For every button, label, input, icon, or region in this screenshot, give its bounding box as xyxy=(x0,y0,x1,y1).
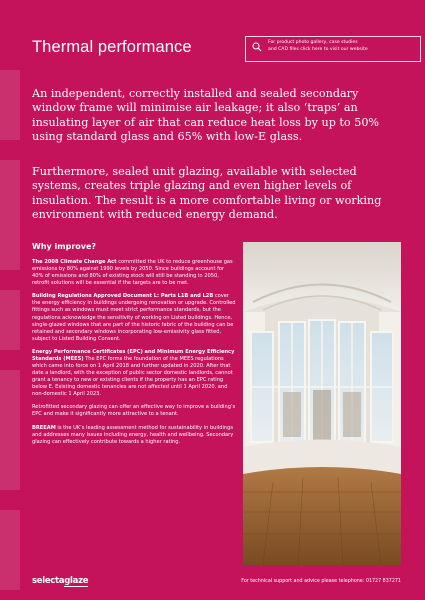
background-watermark xyxy=(0,70,26,590)
support-telephone: For technical support and advice please telephone: 01727 837271 xyxy=(241,579,401,584)
paragraph-text: Retrofitted secondary glazing can offer an effective way to improve a building’s EPC and make it significantly more attractive to a tenant. xyxy=(32,404,236,418)
company-logo xyxy=(32,576,88,586)
breeam-paragraph xyxy=(32,425,237,446)
page-header xyxy=(32,36,402,66)
magnifier-icon xyxy=(252,42,262,52)
intro-paragraph-2: Furthermore, sealed unit glazing, available with selected systems, creates triple glazing and even higher levels of insulation. The result is a more comfortable living or working environment with reduced energy demand. xyxy=(32,165,382,222)
paragraph-text: committed the UK to reduce greenhouse gas emissions by 80% against 1990 levels by 2050. Since buildings account for 40% of emissions and 80% of existing stock will still be standing in 2050, retrofit solutions will be essential if the targets are to be met. xyxy=(32,259,233,287)
why-improve-body xyxy=(32,259,237,452)
paragraph-lead: BREEAM xyxy=(32,424,56,431)
intro-paragraph-1: An independent, correctly installed and sealed secondary window frame will minimise air leakage; it also ‘traps’ an insulating layer of air that can reduce heat loss by up to 50% using standard glass and 65% with low-E glass. xyxy=(32,87,380,144)
promo-line-1: For product photo gallery, case studies xyxy=(268,40,358,45)
logo-word-b: glaze xyxy=(64,576,89,586)
section-heading: Why improve? xyxy=(32,242,97,251)
bay-window-photo xyxy=(243,242,401,565)
promo-line-2: and CAD files click here to visit our website xyxy=(268,46,368,52)
epc-mees-paragraph xyxy=(32,349,237,398)
retrofit-paragraph xyxy=(32,404,237,418)
paragraph-lead: Building Regulations Approved Document L: Parts L1B and L2B xyxy=(32,293,214,300)
paragraph-lead: Energy Performance Certificates (EPC) and Minimum Energy Efficiency Standards (MEES) xyxy=(32,348,235,362)
logo-word-a: selecta xyxy=(32,576,65,586)
climate-change-paragraph xyxy=(32,259,237,287)
building-regs-paragraph xyxy=(32,293,237,342)
page-title: Thermal performance xyxy=(32,38,192,56)
paragraph-lead: The 2008 Climate Change Act xyxy=(32,259,117,265)
paragraph-text: The EPC forms the foundation of the MEES regulations which came into force on 1 April 2018 and further updated in 2020. After that date a landlord, with the exception of public sector domestic landlords, cannot grant a tenancy to new or existing clients if the property has an EPC rating below E. Existing domestic tenancies are not affected until 1 April 2020, and non-domestic 1 April 2023. xyxy=(32,355,233,398)
paragraph-text: is the UK’s leading assessment method for sustainability in buildings and addresses many issues including energy, health and wellbeing. Secondary glazing can effectively contribute towards a higher rating. xyxy=(32,424,234,445)
website-link-box[interactable] xyxy=(245,36,421,62)
paragraph-text: cover the energy efficiency in buildings undergoing renovation or upgrade. Controlled fittings such as windows must meet strict performance standards, but the regulations acknowledge the sensitivity of working on Listed buildings. Hence, single-glazed windows that are part of the historic fabric of the building can be retained and secondary windows incorporating low-emissivity glass fitted, subject to Listed Building Consent. xyxy=(32,293,236,342)
window-panes xyxy=(251,320,393,448)
